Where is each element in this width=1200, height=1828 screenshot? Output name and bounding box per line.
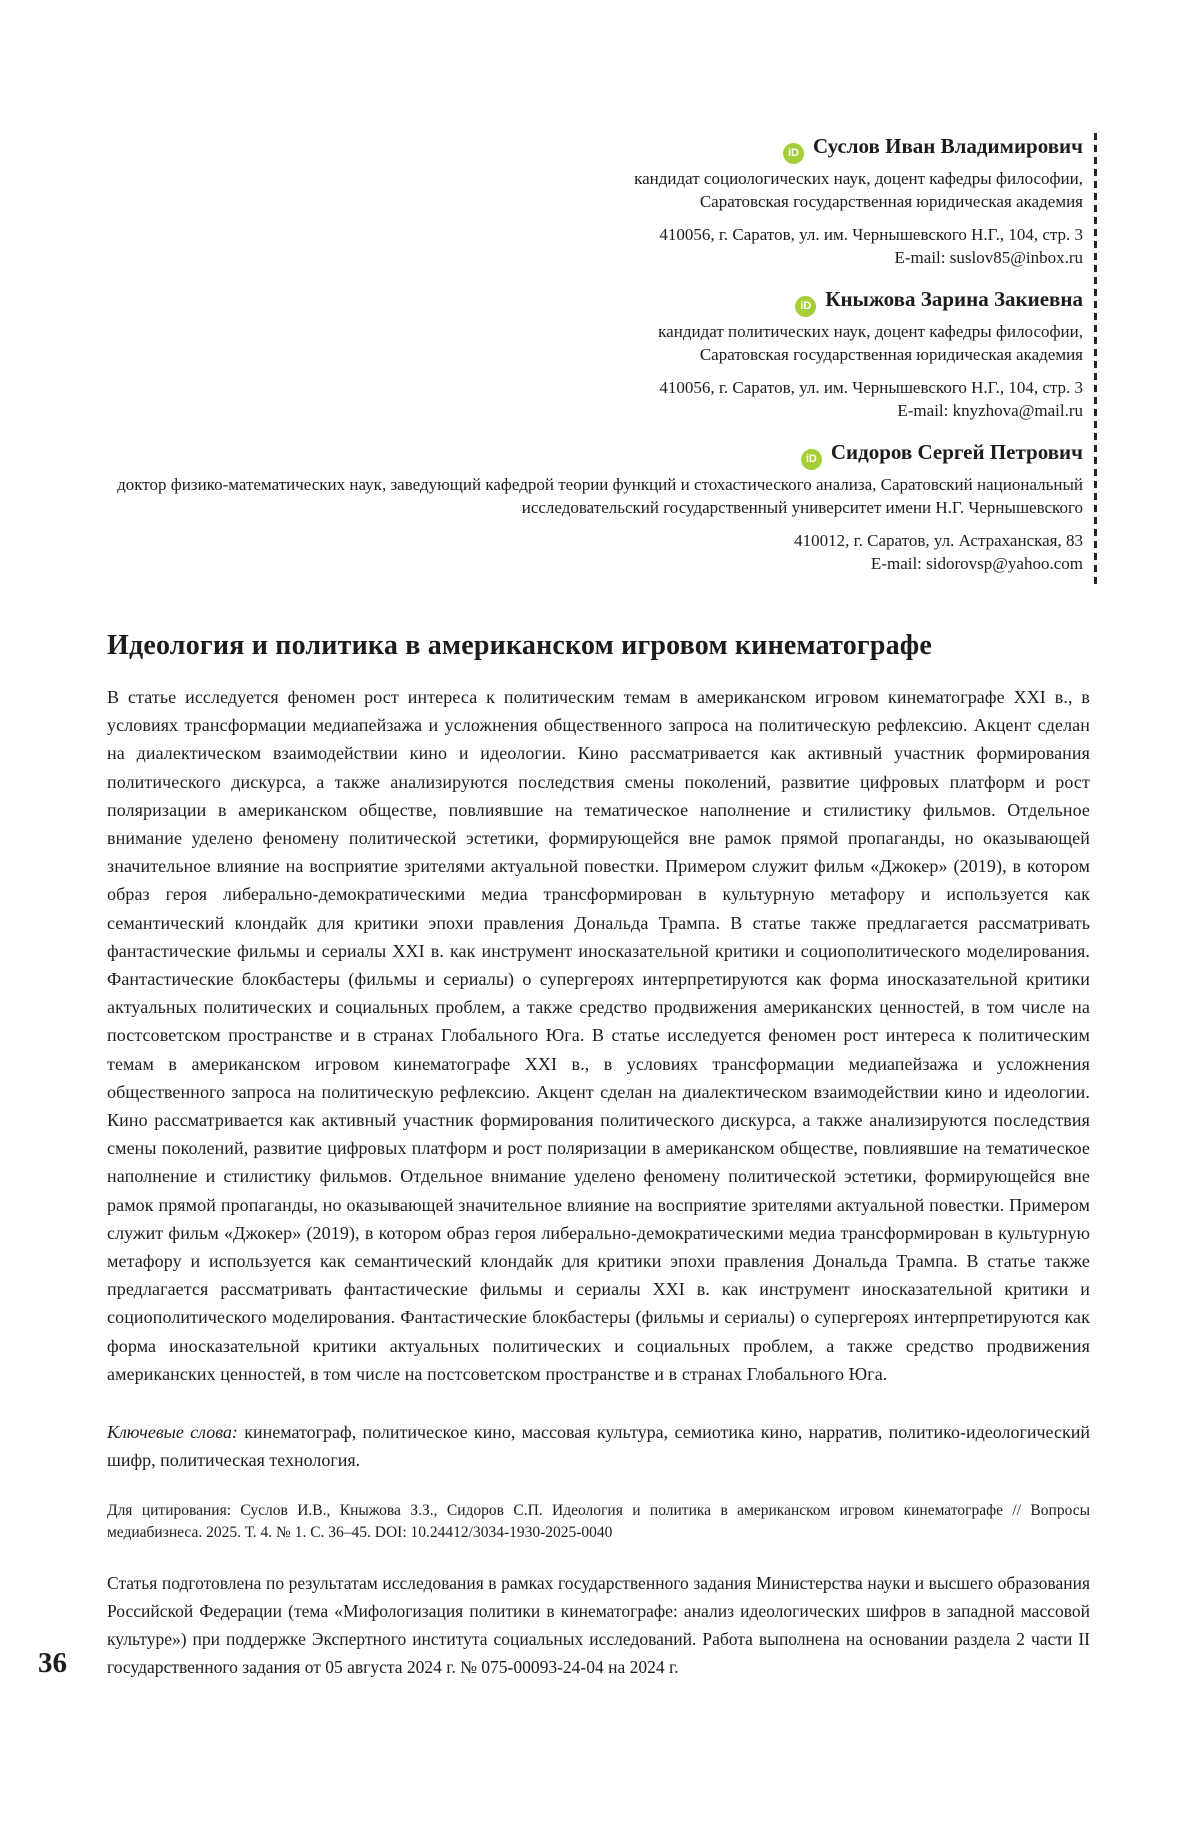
author-email: E-mail: suslov85@inbox.ru: [894, 247, 1083, 267]
author-contact: [107, 377, 1083, 422]
citation-paragraph: Для цитирования: Суслов И.В., Кныжова З.З., Сидоров С.П. Идеология и политика в американском игровом кинематографе // Вопросы медиабизнеса. 2025. Т. 4. № 1. С. 36–45. DOI: 10.24412/3034-1930-2025-0040: [107, 1502, 1090, 1541]
author-block-3: [107, 437, 1083, 575]
author-affiliation: [107, 321, 1083, 366]
author-address: 410056, г. Саратов, ул. им. Чернышевского Н.Г., 104, стр. 3: [659, 225, 1083, 244]
authors-list: [107, 131, 1097, 575]
author-email: E-mail: knyzhova@mail.ru: [897, 400, 1083, 420]
page-content: [107, 131, 1090, 1681]
keywords-paragraph: [107, 1418, 1090, 1474]
abstract-text: В статье исследуется феномен рост интереса к политическим темам в американском игровом кинематографе XXI в., в условиях трансформации медиапейзажа и усложнения общественного запроса на политическую рефлексию. Акцент сделан на диалектическом взаимодействии кино и идеологии. Кино рассматривается как активный участник формирования политического дискурса, а также анализируются последствия смены поколений, развитие цифровых платформ и рост поляризации в американском обществе, повлиявшие на тематическое наполнение и стилистику фильмов. Отдельное внимание уделено феномену политической эстетики, формирующейся вне рамок прямой пропаганды, но оказывающей значительное влияние на восприятие зрителями актуальной повестки. Примером служит фильм «Джокер» (2019), в котором образ героя либерально-демократическими медиа трансформирован в культурную метафору и используется как семантический клондайк для критики эпохи правления Дональда Трампа. В статье также предлагается рассматривать фантастические фильмы и сериалы XXI в. как инструмент иносказательной критики и социополитического моделирования. Фантастические блокбастеры (фильмы и сериалы) о супергероях интерпретируются как форма иносказательной критики актуальных политических и социальных проблем, а также средство продвижения американских ценностей, в том числе на постсоветском пространстве и в странах Глобального Юга. В статье исследуется феномен рост интереса к политическим темам в американском игровом кинематографе XXI в., в условиях трансформации медиапейзажа и усложнения общественного запроса на политическую рефлексию. Акцент сделан на диалектическом взаимодействии кино и идеологии. Кино рассматривается как активный участник формирования политического дискурса, а также анализируются последствия смены поколений, развитие цифровых платформ и рост поляризации в американском обществе, повлиявшие на тематическое наполнение и стилистику фильмов. Отдельное внимание уделено феномену политической эстетики, формирующейся вне рамок прямой пропаганды, но оказывающей значительное влияние на восприятие зрителями актуальной повестки. Примером служит фильм «Джокер» (2019), в котором образ героя либерально-демократическими медиа трансформирован в культурную метафору и используется как семантический клондайк для критики эпохи правления Дональда Трампа. В статье также предлагается рассматривать фантастические фильмы и сериалы XXI в. как инструмент иносказательной критики и социополитического моделирования. Фантастические блокбастеры (фильмы и сериалы) о супергероях интерпретируются как форма иносказательной критики актуальных политических и социальных проблем, а также средство продвижения американских ценностей, в том числе на постсоветском пространстве и в странах Глобального Юга.: [107, 687, 1090, 1384]
author-block-2: [107, 284, 1083, 422]
author-contact: [107, 224, 1083, 269]
author-2-name-row: [107, 284, 1083, 317]
author-affiliation-line: Саратовская государственная юридическая академия: [699, 344, 1083, 364]
orcid-icon: iD: [783, 143, 804, 164]
author-address: 410056, г. Саратов, ул. им. Чернышевского Н.Г., 104, стр. 3: [659, 378, 1083, 397]
author-name: Суслов Иван Владимирович: [812, 134, 1083, 158]
article-title: Идеология и политика в американском игровом кинематографе: [107, 630, 932, 661]
author-name: Сидоров Сергей Петрович: [830, 440, 1083, 464]
orcid-icon: iD: [795, 296, 816, 317]
author-1-name-row: [107, 131, 1083, 164]
authors-dashed-divider: [1094, 133, 1097, 585]
author-affiliation-line: Саратовская государственная юридическая академия: [699, 191, 1083, 211]
author-name: Кныжова Зарина Закиевна: [825, 287, 1083, 311]
author-contact: [107, 530, 1083, 575]
author-3-name-row: [107, 437, 1083, 470]
author-address: 410012, г. Саратов, ул. Астраханская, 83: [794, 531, 1083, 550]
author-affiliation-text: доктор физико-математических наук, заведующий кафедрой теории функций и стохастического анализа, Саратовский национальный исследовательский государственный университет имени Н.Г. Чернышевского: [117, 475, 1083, 517]
keywords-text: кинематограф, политическое кино, массовая культура, семиотика кино, нарратив, политико-идеологический шифр, политическая технология.: [107, 1422, 1090, 1471]
author-affiliation-line: кандидат социологических наук, доцент кафедры философии,: [634, 169, 1083, 188]
author-email: E-mail: sidorovsp@yahoo.com: [870, 553, 1083, 573]
authors-section: [107, 131, 1097, 585]
author-affiliation: [107, 474, 1083, 519]
orcid-icon: iD: [801, 449, 822, 470]
author-affiliation-line: кандидат политических наук, доцент кафедры философии,: [658, 322, 1083, 341]
keywords-label: Ключевые слова:: [107, 1422, 238, 1443]
page-number: 36: [38, 1647, 67, 1679]
author-affiliation: [107, 168, 1083, 213]
funding-note: Статья подготовлена по результатам исследования в рамках государственного задания Министерства науки и высшего образования Российской Федерации (тема «Мифологизация политики в кинематографе: анализ идеологических шифров в западной массовой культуре») при поддержке Экспертного института социальных исследований. Работа выполнена на основании раздела 2 части II государственного задания от 05 августа 2024 г. № 075-00093-24-04 на 2024 г.: [107, 1573, 1090, 1678]
author-block-1: [107, 131, 1083, 269]
